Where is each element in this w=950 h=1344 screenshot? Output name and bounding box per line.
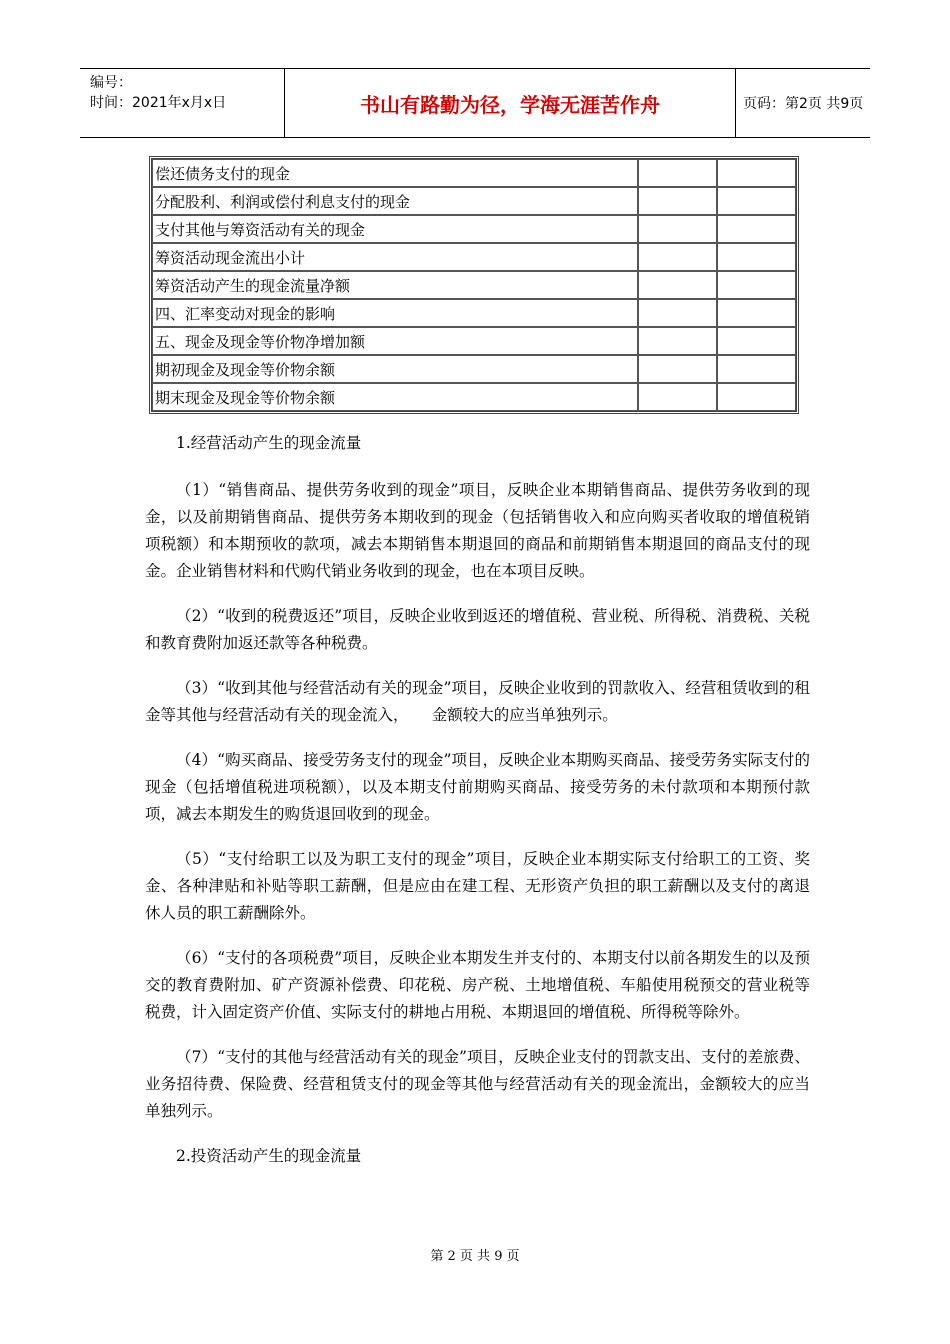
paragraph: （6）“支付的各项税费”项目，反映企业本期发生并支付的、本期支付以前各期发生的以及预交的教育费附加、矿产资源补偿费、印花税、房产税、土地增值税、车船使用税预交的营业税等税费，计入固定资产价值、实际支付的耕地占用税、本期退回的增值税、所得税等除外。 bbox=[145, 949, 810, 1021]
table-cell-item: 期末现金及现金等价物余额 bbox=[152, 383, 638, 411]
table-row bbox=[152, 327, 796, 355]
table-cell-current bbox=[638, 355, 717, 383]
table-cell-previous bbox=[717, 215, 796, 243]
paragraph: （2）“收到的税费返还”项目，反映企业收到返还的增值税、营业税、所得税、消费税、关税和教育费附加返还款等各种税费。 bbox=[145, 607, 810, 652]
document-time-label: 时间：2021年x月x日 bbox=[90, 95, 227, 111]
table-row bbox=[152, 355, 796, 383]
table-cell-current bbox=[638, 243, 717, 271]
table-cell-item: 四、汇率变动对现金的影响 bbox=[152, 299, 638, 327]
table-row bbox=[152, 243, 796, 271]
table-cell-previous bbox=[717, 159, 796, 187]
table-cell-previous bbox=[717, 299, 796, 327]
table-row bbox=[152, 383, 796, 411]
paragraph: （3）“收到其他与经营活动有关的现金”项目，反映企业收到的罚款收入、经营租赁收到的租金等其他与经营活动有关的现金流入， 金额较大的应当单独列示。 bbox=[145, 679, 810, 724]
table-cell-current bbox=[638, 327, 717, 355]
cash-flow-table bbox=[149, 156, 799, 414]
page-footer: 第 2 页 共 9 页 bbox=[430, 1249, 520, 1264]
document-number-label: 编号： bbox=[90, 75, 132, 91]
table-cell-current bbox=[638, 159, 717, 187]
document-body bbox=[145, 430, 810, 1190]
table-cell-item: 筹资活动产生的现金流量净额 bbox=[152, 271, 638, 299]
table-cell-previous bbox=[717, 187, 796, 215]
table-cell-previous bbox=[717, 327, 796, 355]
section-title-operating: 1.经营活动产生的现金流量 bbox=[176, 434, 362, 452]
header-page-info: 页码：第2页 共9页 bbox=[743, 96, 864, 112]
section-title-investing: 2.投资活动产生的现金流量 bbox=[176, 1147, 362, 1165]
header-motto: 书山有路勤为径，学海无涯苦作舟 bbox=[285, 69, 736, 137]
table-cell-current bbox=[638, 383, 717, 411]
table-cell-current bbox=[638, 299, 717, 327]
table-cell-item: 期初现金及现金等价物余额 bbox=[152, 355, 638, 383]
table-cell-previous bbox=[717, 355, 796, 383]
table-cell-item: 分配股利、利润或偿付利息支付的现金 bbox=[152, 187, 638, 215]
paragraph: （4）“购买商品、接受劳务支付的现金”项目，反映企业本期购买商品、接受劳务实际支付的现金（包括增值税进项税额），以及本期支付前期购买商品、接受劳务的未付款项和本期预付款项，减去本期发生的购货退回收到的现金。 bbox=[145, 751, 810, 823]
page-header bbox=[80, 68, 870, 138]
table-cell-previous bbox=[717, 383, 796, 411]
table-row bbox=[152, 215, 796, 243]
paragraph: （5）“支付给职工以及为职工支付的现金”项目，反映企业本期实际支付给职工的工资、奖金、各种津贴和补贴等职工薪酬，但是应由在建工程、无形资产负担的职工薪酬以及支付的离退休人员的职工薪酬除外。 bbox=[145, 850, 810, 922]
table-row bbox=[152, 271, 796, 299]
table-row bbox=[152, 187, 796, 215]
table-cell-current bbox=[638, 271, 717, 299]
table-cell-previous bbox=[717, 243, 796, 271]
table-row bbox=[152, 159, 796, 187]
table-cell-current bbox=[638, 187, 717, 215]
table-cell-item: 偿还债务支付的现金 bbox=[152, 159, 638, 187]
table-cell-item: 筹资活动现金流出小计 bbox=[152, 243, 638, 271]
table-cell-item: 支付其他与筹资活动有关的现金 bbox=[152, 215, 638, 243]
table-cell-item: 五、现金及现金等价物净增加额 bbox=[152, 327, 638, 355]
paragraph: （1）“销售商品、提供劳务收到的现金”项目，反映企业本期销售商品、提供劳务收到的现金，以及前期销售商品、提供劳务本期收到的现金（包括销售收入和应向购买者收取的增值税销项税额）和本期预收的款项，减去本期销售本期退回的商品和前期销售本期退回的商品支付的现金。企业销售材料和代购代销业务收到的现金，也在本项目反映。 bbox=[145, 481, 810, 580]
table-row bbox=[152, 299, 796, 327]
paragraph: （7）“支付的其他与经营活动有关的现金”项目，反映企业支付的罚款支出、支付的差旅费、业务招待费、保险费、经营租赁支付的现金等其他与经营活动有关的现金流出，金额较大的应当单独列示。 bbox=[145, 1048, 810, 1120]
header-left-cell bbox=[80, 69, 285, 137]
table-cell-previous bbox=[717, 271, 796, 299]
table-cell-current bbox=[638, 215, 717, 243]
